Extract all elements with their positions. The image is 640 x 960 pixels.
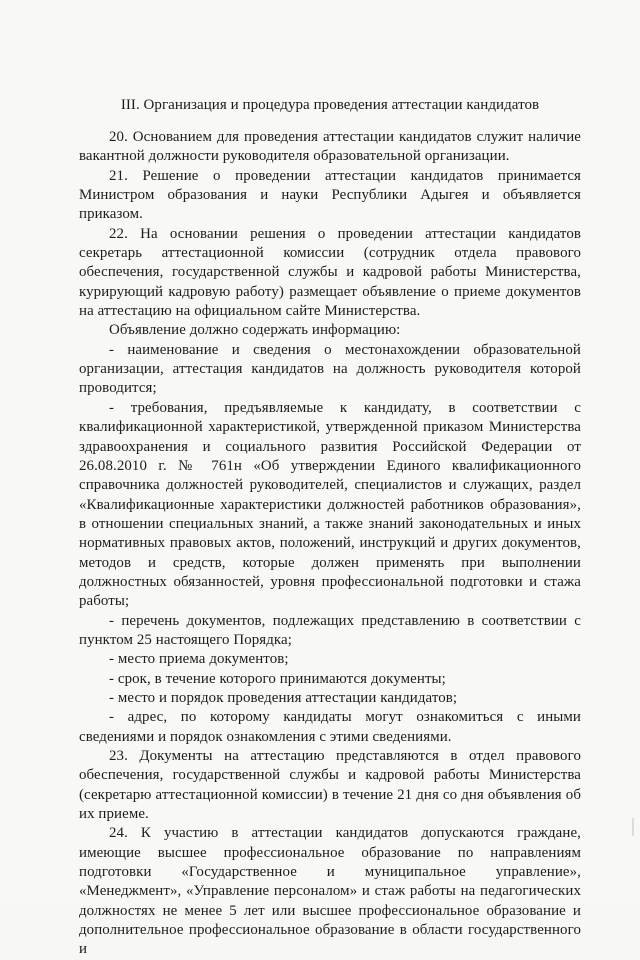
list-item-place: - место приема документов; [109,651,289,668]
scan-artifact [632,818,634,836]
section-heading: III. Организация и процедура проведения аттестации кандидатов [120,97,540,113]
document-body [79,128,581,960]
paragraph-20: 20. Основанием для проведения аттестации кандидатов служит наличие вакантной должности руководителя образовательной организации. [79,129,581,165]
list-item-procedure: - место и порядок проведения аттестации кандидатов; [109,689,458,706]
paragraph-24: 24. К участию в аттестации кандидатов допускаются граждане, имеющие высшее профессиональное образование по направлениям подготовки «Государственное и муниципальное управление», «Менеджмент», «Управление персоналом» и стаж работы на педагогических должностях не менее 5 лет или высшее профессиональное образование и дополнительное профессиональное образование в области государственного и [79,825,581,958]
list-item-address: - адрес, по которому кандидаты могут ознакомиться с иными сведениями и порядок ознакомления с этими сведениями. [79,709,581,745]
announcement-intro: Объявление должно содержать информацию: [109,322,401,339]
list-item-deadline: - срок, в течение которого принимаются документы; [109,670,446,687]
paragraph-23: 23. Документы на аттестацию представляются в отдел правового обеспечения, государственной службы и кадровой работы Министерства (секретарю аттестационной комиссии) в течение 21 дня со дня объявления об их приеме. [79,748,581,823]
list-item-organization: - наименование и сведения о местонахождении образовательной организации, аттестация кандидатов на должность руководителя которой проводится; [79,341,581,397]
paragraph-21: 21. Решение о проведении аттестации кандидатов принимается Министром образования и науки Республики Адыгея и объявляется приказом. [79,167,581,223]
list-item-documents: - перечень документов, подлежащих представлению в соответствии с пунктом 25 настоящего Порядка; [79,612,581,648]
paragraph-22: 22. На основании решения о проведении аттестации кандидатов секретарь аттестационной комиссии (сотрудник отдела правового обеспечения, государственной службы и кадровой работы Министерства, курирующий кадровую работу) размещает объявление о приеме документов на аттестацию на официальном сайте Министерства. [79,225,581,320]
list-item-requirements: - требования, предъявляемые к кандидату, в соответствии с квалификационной характеристикой, утвержденной приказом Министерства здравоохранения и социального развития Российской Федерации от 26.08.2010 г. № 761н «Об утверждении Единого квалификационного справочника должностей руководителей, специалистов и служащих, раздел «Квалификационные характеристики должностей работников образования», в отношении специальных знаний, а также знаний законодательных и иных нормативных правовых актов, положений, инструкций и других документов, методов и средств, которые должен применять при выполнении должностных обязанностей, уровня профессиональной подготовки и стажа работы; [79,399,581,610]
